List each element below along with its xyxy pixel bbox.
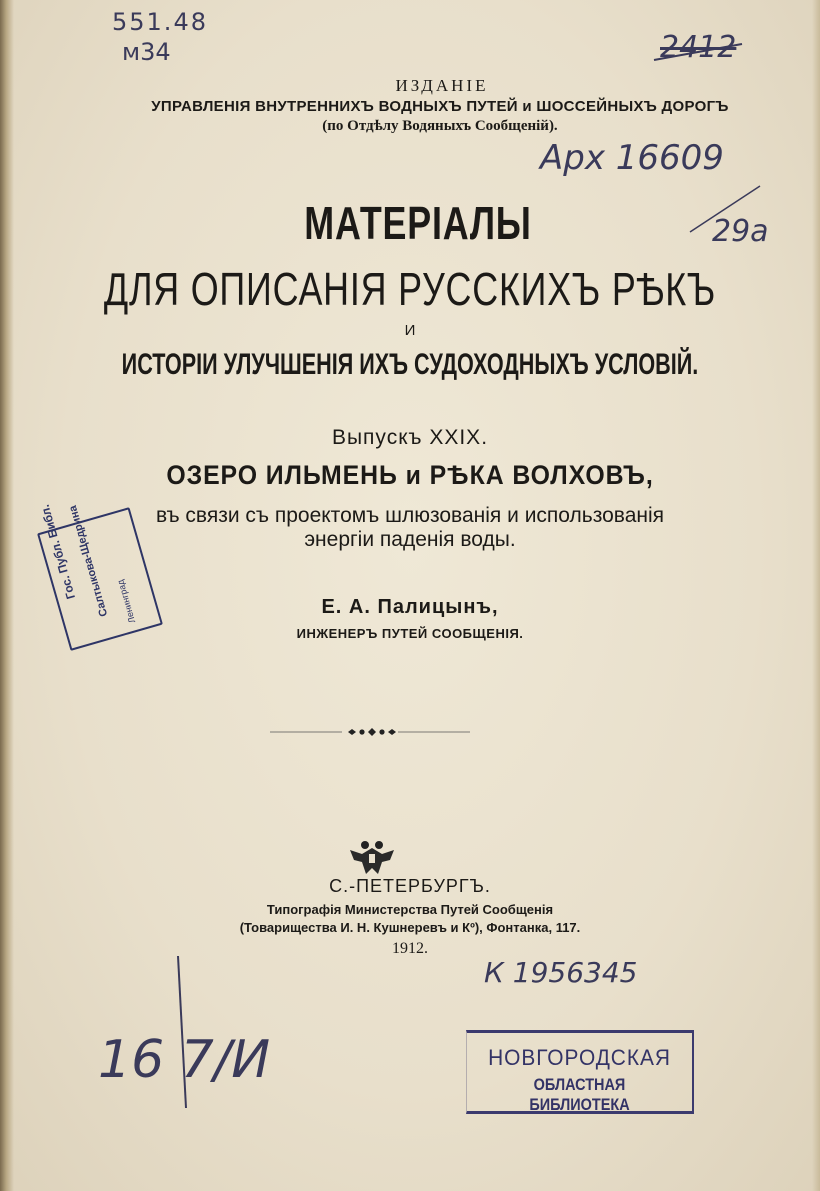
ornament-divider	[270, 724, 470, 740]
publisher-organization: УПРАВЛЕНІЯ ВНУТРЕННИХЪ ВОДНЫХЪ ПУТЕЙ и ШОССЕЙНЫХЪ ДОРОГЪ	[151, 98, 729, 115]
handwritten-bottom-left-mark: 16 7/И	[98, 1030, 271, 1090]
library-stamp-line1: НОВГОРОДСКАЯ	[488, 1045, 671, 1070]
library-stamp-novgorod	[466, 1030, 694, 1114]
handwritten-call-number-1: 551.48	[112, 8, 208, 36]
handwritten-call-number-2: м34	[122, 38, 171, 66]
issue-title: ОЗЕРО ИЛЬМЕНЬ и РѢКА ВОЛХОВЪ,	[166, 460, 654, 490]
issue-number: Выпускъ XXIX.	[331, 426, 489, 449]
title-conjunction: И	[404, 322, 416, 339]
title-subtitle: ДЛЯ ОПИСАНІЯ РУССКИХЪ РѢКЪ	[103, 263, 717, 315]
publisher-label: ИЗДАНІЕ	[395, 76, 489, 95]
imperial-eagle-icon	[348, 838, 396, 878]
handwritten-archive-number: Арх 16609	[540, 138, 724, 178]
handwritten-shelf-mark: 29а	[712, 214, 769, 249]
library-stamp-line2: ОБЛАСТНАЯ БИБЛИОТЕКА	[529, 1075, 630, 1114]
issue-subtitle-line2: энергіи паденія воды.	[304, 528, 516, 551]
imprint-city: С.-ПЕТЕРБУРГЪ.	[329, 876, 491, 896]
title-main: МАТЕРІАЛЫ	[304, 197, 532, 249]
stamp-small-line3: Ленинград	[115, 578, 138, 625]
publisher-department: (по Отдѣлу Водяныхъ Сообщеній).	[322, 118, 558, 134]
stamp-small-line1: Гос. Публ. Библ.	[37, 503, 79, 601]
handwritten-inventory-number: К 1956345	[484, 956, 638, 989]
imprint-year: 1912.	[392, 940, 428, 957]
handwritten-top-right-number: 2412	[660, 30, 737, 65]
imprint-printer-line1: Типографія Министерства Путей Сообщенія	[266, 902, 554, 917]
imprint-printer-line2: (Товарищества И. Н. Кушнеревъ и Кº), Фонтанка, 117.	[239, 920, 581, 935]
author-title: ИНЖЕНЕРЪ ПУТЕЙ СООБЩЕНІЯ.	[296, 626, 524, 641]
issue-subtitle-line1: въ связи съ проектомъ шлюзованія и использованія	[155, 504, 665, 527]
author-name: Е. А. Палицынъ,	[321, 596, 499, 618]
title-history: ИСТОРІИ УЛУЧШЕНІЯ ИХЪ СУДОХОДНЫХЪ УСЛОВІЙ.	[121, 348, 699, 381]
stamp-small-line2: Салтыкова-Щедрина	[66, 504, 111, 618]
